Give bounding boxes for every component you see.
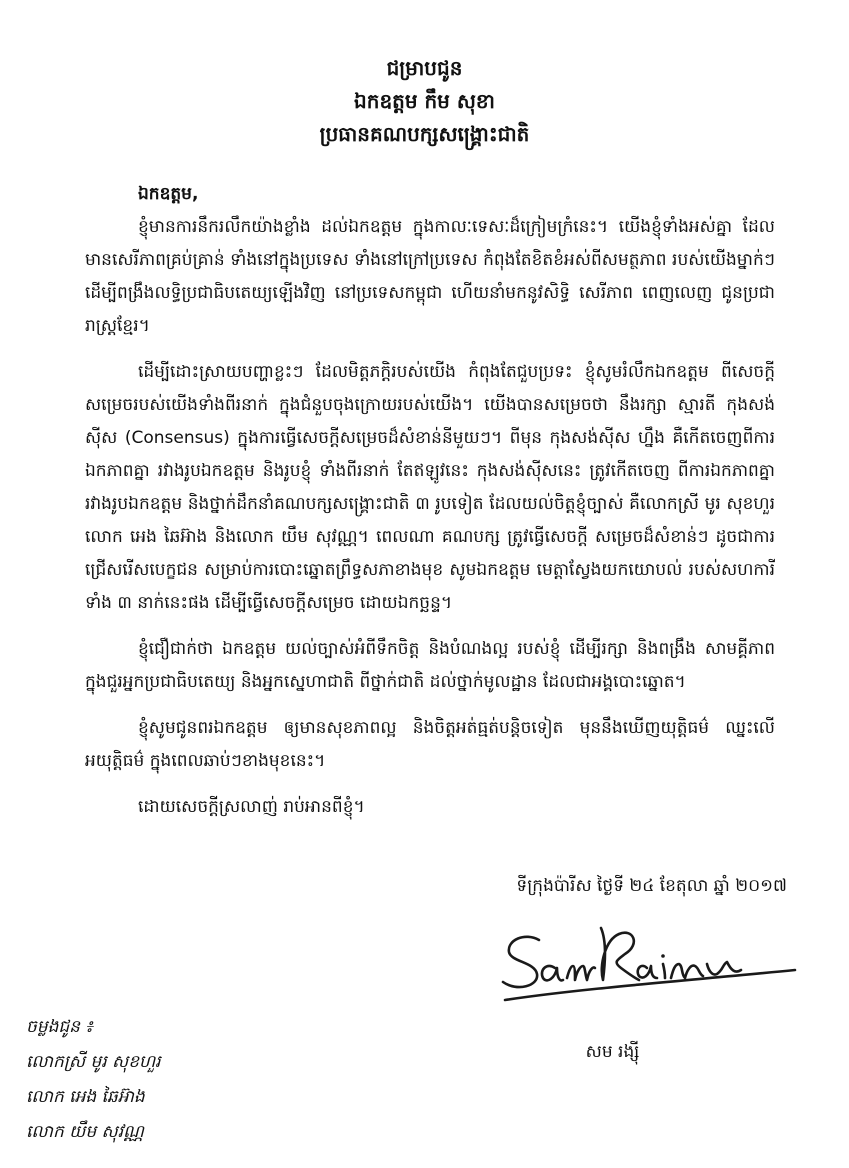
- cc-label: ចម្លងជូន ៖: [26, 1017, 93, 1037]
- date-place-line: ទីក្រុងប៉ារីស ថ្ងៃទី ២៤ ខែតុលា ឆ្នាំ ២០១៧: [516, 876, 787, 896]
- paragraph-3: ខ្ញុំជឿជាក់ថា ឯកឧត្តម យល់ច្បាស់អំពីទឹកចិត្ត និងបំណងល្អ របស់ខ្ញុំ ដើម្បីរក្សា និងពង្រឹង សាមគ្គីភាព ក្នុងជួរអ្នកប្រជាធិបតេយ្យ និងអ្នកស្នេហាជាតិ ពីថ្នាក់ជាតិ ដល់ថ្នាក់មូលដ្ឋាន ដែលជាអង្គបោះឆ្នោត។: [85, 639, 775, 692]
- header-line-recipient-name: ឯកឧត្តម កឹម សុខា: [354, 89, 495, 113]
- signer-name: សម រង្ស៊ី: [585, 1042, 640, 1062]
- paragraph-1: ខ្ញុំមានការនឹករលឹកយ៉ាងខ្លាំង ដល់ឯកឧត្តម ក្នុងកាលៈទេសៈដ៏ក្រៀមក្រំនេះ។ យើងខ្ញុំទាំងអស់គ្នា ដែលមានសេរីភាពគ្រប់គ្រាន់ ទាំងនៅក្នុងប្រទេស ទាំងនៅក្រៅប្រទេស កំពុងតែខិតខំអស់ពីសមត្ថភាព របស់យើងម្នាក់ៗ ដើម្បីពង្រឹងលទ្ធិប្រជាធិបតេយ្យឡើងវិញ នៅប្រទេសកម្ពុជា ហើយនាំមកនូវសិទ្ធិ សេរីភាព ពេញលេញ ជូនប្រជារាស្ត្រខ្មែរ។: [85, 217, 775, 336]
- header-line-addressed-to: ជម្រាបជូន: [386, 56, 463, 80]
- salutation: ឯកឧត្តម,: [138, 184, 199, 204]
- letter-header: [0, 52, 849, 151]
- cc-recipient: លោក យឹម សុវណ្ណ: [26, 1122, 144, 1142]
- cc-block: [26, 1010, 161, 1150]
- header-line-recipient-title: ប្រធានគណបក្សសង្គ្រោះជាតិ: [319, 122, 530, 146]
- paragraph-4: ខ្ញុំសូមជូនពរឯកឧត្តម ឲ្យមានសុខភាពល្អ និងចិត្តអត់ធ្មត់បន្តិចទៀត មុននឹងឃើញយុត្តិធម៌ ឈ្នះលើ អយុត្តិធម៌ ក្នុងពេលឆាប់ៗខាងមុខនេះ។: [85, 718, 775, 771]
- cc-recipient: លោក អេង ឆៃអ៊ាង: [26, 1087, 145, 1107]
- paragraph-2: ដើម្បីដោះស្រាយបញ្ហាខ្លះៗ ដែលមិត្តភក្តិរបស់យើង កំពុងតែជួបប្រទះ ខ្ញុំសូមរំលឹកឯកឧត្តម ពីសេចក្តីសម្រេចរបស់យើងទាំងពីរនាក់ ក្នុងជំនួបចុងក្រោយរបស់យើង។ យើងបានសម្រេចថា នឹងរក្សា ស្មារតី កុងសង់ស៊ីស (Consensus) ក្នុងការធ្វើសេចក្តីសម្រេចដ៏សំខាន់នីមួយៗ។ ពីមុន កុងសង់ស៊ីស ហ្នឹង គឺកើតចេញពីការឯកភាពគ្នា រវាងរូបឯកឧត្តម និងរូបខ្ញុំ ទាំងពីរនាក់ តែឥឡូវនេះ កុងសង់ស៊ីសនេះ ត្រូវកើតចេញ ពីការឯកភាពគ្នា រវាងរូបឯកឧត្តម និងថ្នាក់ដឹកនាំគណបក្សសង្គ្រោះជាតិ ៣ រូបទៀត ដែលយល់ចិត្តខ្ញុំច្បាស់ គឺលោកស្រី មូរ សុខហួរ លោក អេង ឆៃអ៊ាង និងលោក យឹម សុវណ្ណ។ ពេលណា គណបក្ស ត្រូវធ្វើសេចក្តី សម្រេចដ៏សំខាន់ៗ ដូចជាការជ្រើសរើសបេក្ខជន សម្រាប់ការបោះឆ្នោតព្រឹទ្ធសភាខាងមុខ សូមឯកឧត្តម មេត្តាស្វែងយកយោបល់ របស់សហការីទាំង ៣ នាក់នេះផង ដើម្បីធ្វើសេចក្តីសម្រេច ដោយឯកច្ឆន្ទ។: [85, 362, 775, 613]
- letter-body: [85, 178, 775, 824]
- closing-line: ដោយសេចក្តីស្រលាញ់ រាប់អានពីខ្ញុំ។: [138, 797, 365, 817]
- handwritten-signature: [495, 918, 815, 1003]
- cc-recipient: លោកស្រី មូរ សុខហួរ: [26, 1052, 161, 1072]
